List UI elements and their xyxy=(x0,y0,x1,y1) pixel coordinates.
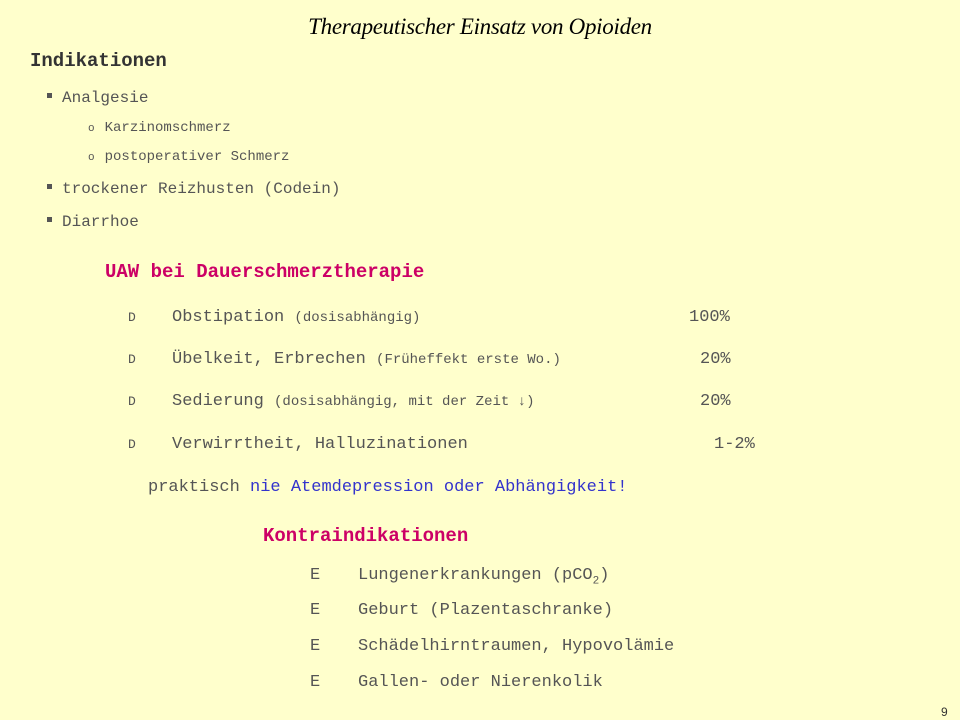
circle-bullet-icon: o xyxy=(88,152,95,164)
square-bullet-icon xyxy=(47,184,52,189)
list-item: trockener Reizhusten (Codein) xyxy=(47,180,340,198)
kontraindikation-item: E Lungenerkrankungen (pCO$_2$) xyxy=(310,566,610,588)
sub-list-item: o Karzinomschmerz xyxy=(88,120,231,136)
bullet-icon: E xyxy=(310,673,321,692)
uaw-note-highlight: nie Atemdepression oder Abhängigkeit! xyxy=(250,478,628,497)
slide-title: Therapeutischer Einsatz von Opioiden xyxy=(308,14,652,39)
uaw-value: 100% xyxy=(689,308,730,327)
bullet-icon: D xyxy=(128,310,136,325)
circle-bullet-icon: o xyxy=(88,123,95,135)
uaw-value: 1-2% xyxy=(714,435,755,454)
indikationen-heading: Indikationen xyxy=(30,50,167,72)
uaw-item: D Übelkeit, Erbrechen (Früheffekt erste Wo.) xyxy=(128,350,561,369)
square-bullet-icon xyxy=(47,217,52,222)
sub-list-item: o postoperativer Schmerz xyxy=(88,149,290,165)
uaw-value: 20% xyxy=(700,392,731,411)
bullet-icon: E xyxy=(310,637,321,656)
page-number: 9 xyxy=(941,705,948,719)
kontraindikationen-heading: Kontraindikationen xyxy=(263,525,469,547)
list-item: Diarrhoe xyxy=(47,213,139,231)
uaw-item: D Sedierung (dosisabhängig, mit der Zeit ↓) xyxy=(128,392,535,411)
uaw-note: praktisch nie Atemdepression oder Abhängigkeit! xyxy=(148,478,628,497)
uaw-value: 20% xyxy=(700,350,731,369)
bullet-icon: D xyxy=(128,352,136,367)
list-item: Analgesie xyxy=(47,89,148,107)
bullet-icon: E xyxy=(310,601,321,620)
bullet-icon: D xyxy=(128,437,136,452)
kontraindikation-item: E Schädelhirntraumen, Hypovolämie xyxy=(310,637,675,656)
uaw-item: D Obstipation (dosisabhängig) xyxy=(128,308,421,327)
square-bullet-icon xyxy=(47,93,52,98)
bullet-icon: D xyxy=(128,394,136,409)
bullet-icon: E xyxy=(310,566,321,585)
uaw-heading: UAW bei Dauerschmerztherapie xyxy=(105,261,425,283)
kontraindikation-item: E Gallen- oder Nierenkolik xyxy=(310,673,603,692)
kontraindikation-item: E Geburt (Plazentaschranke) xyxy=(310,601,614,620)
uaw-item: D Verwirrtheit, Halluzinationen xyxy=(128,435,468,454)
